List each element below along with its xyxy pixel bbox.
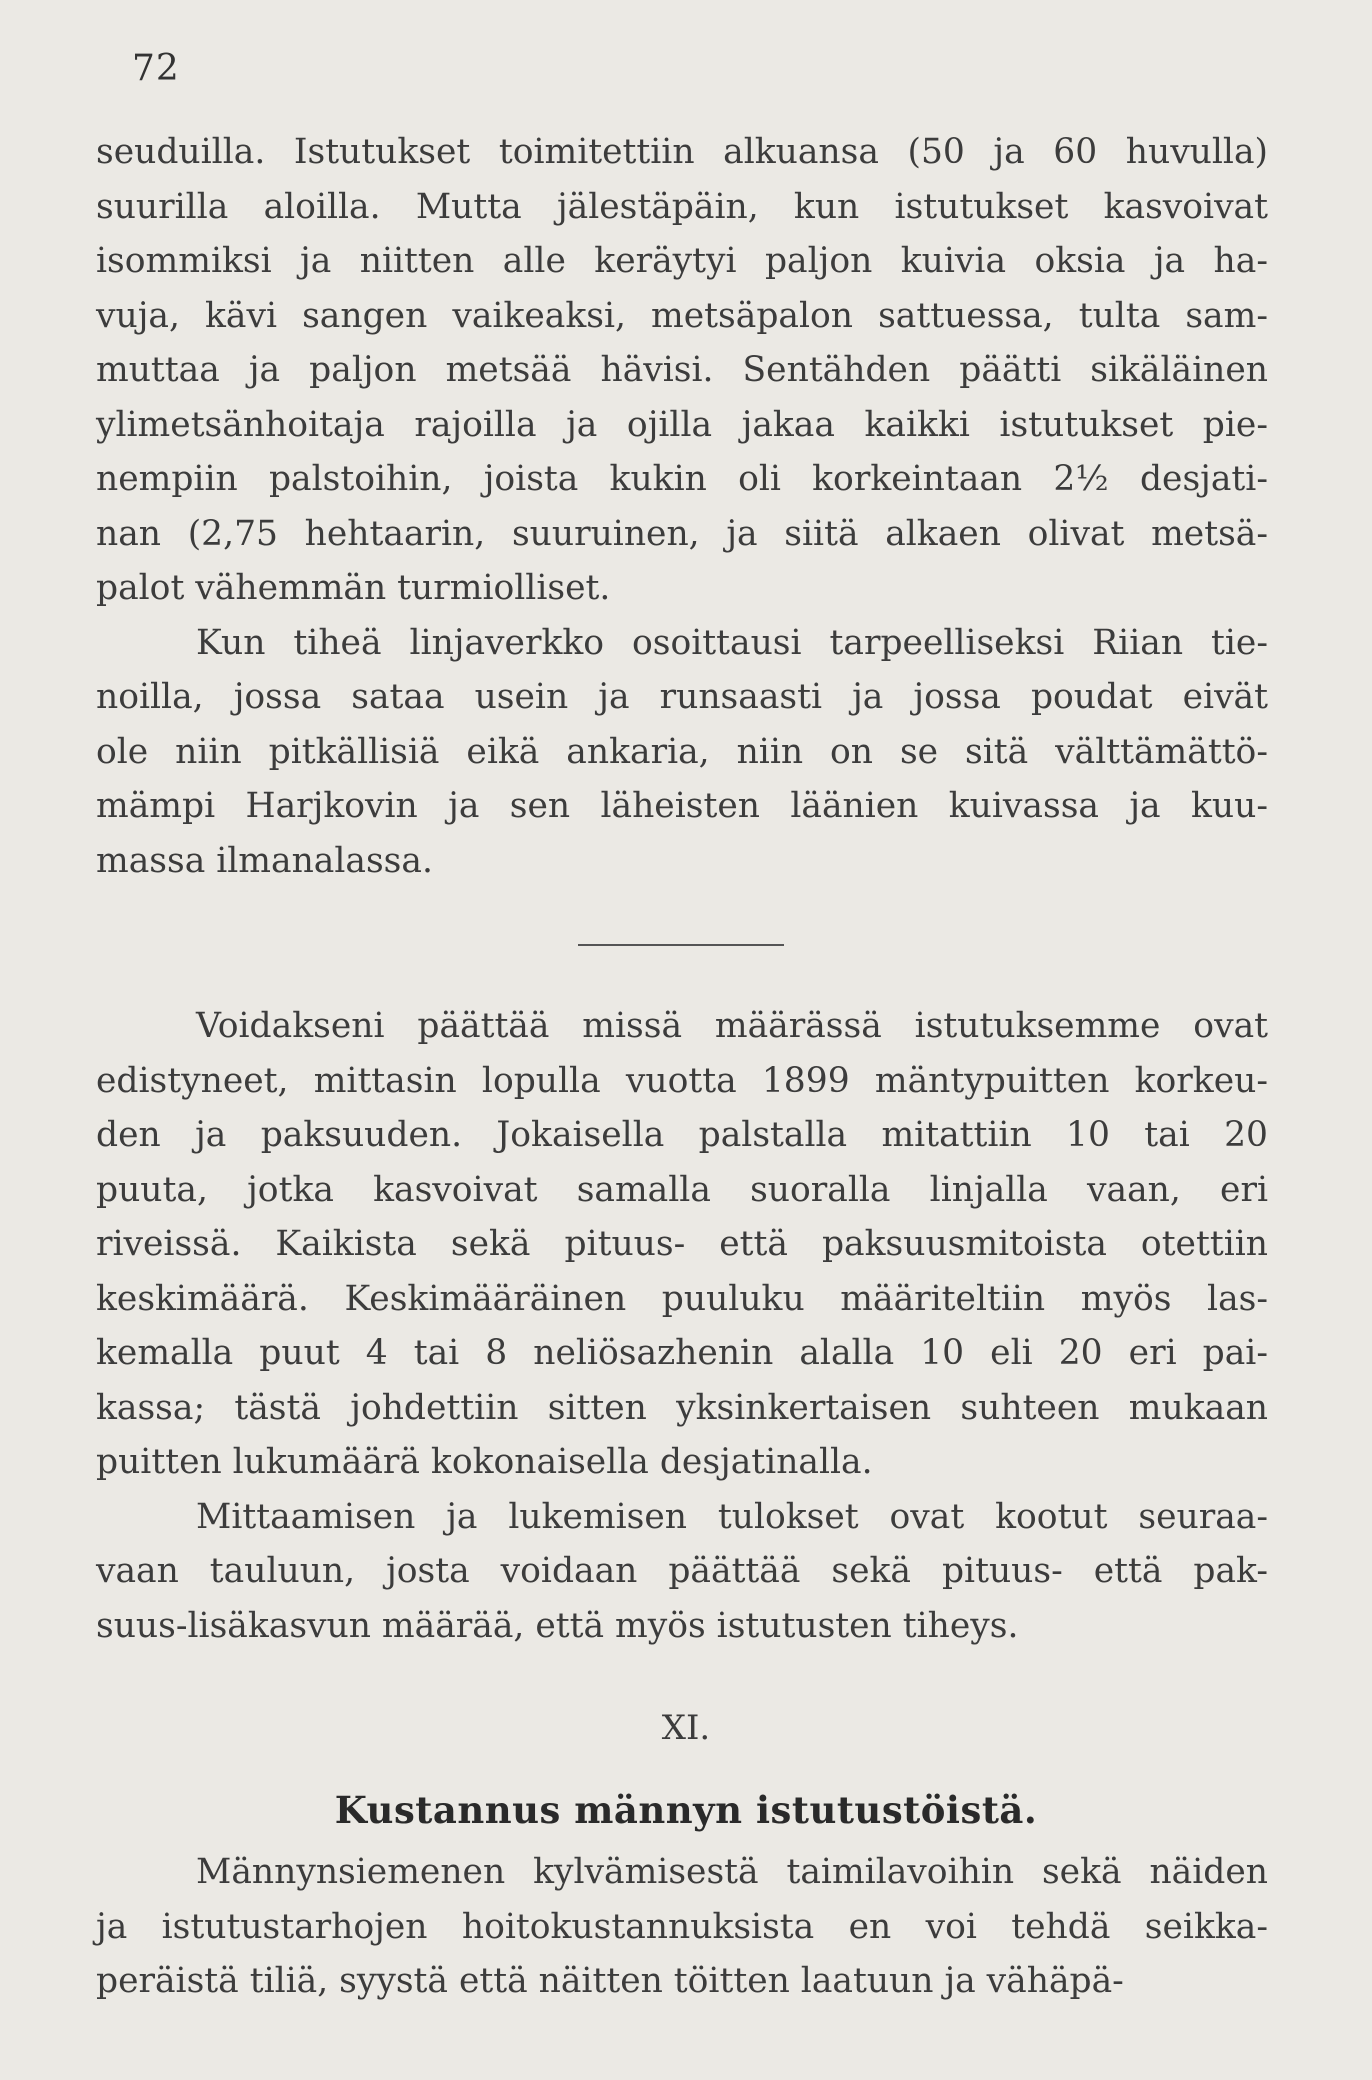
text-line: Mittaamisen ja lukemisen tulokset ovat kootut seuraa-: [196, 1496, 1268, 1537]
text-line: vuja, kävi sangen vaikeaksi, metsäpalon sattuessa, tulta sam-: [96, 295, 1268, 336]
text-line: kemalla puut 4 tai 8 neliösazhenin alalla 10 eli 20 eri pai-: [96, 1333, 1268, 1373]
text-line: keskimäärä. Keskimääräinen puuluku määriteltiin myös las-: [96, 1278, 1268, 1319]
text-line: palot vähemmän turmiolliset.: [96, 568, 611, 608]
text-line: isommiksi ja niitten alle keräytyi paljon kuivia oksia ja ha-: [96, 241, 1268, 281]
text-line: vaan tauluun, josta voidaan päättää sekä pituus- että pak-: [96, 1551, 1268, 1591]
text-line: mämpi Harjkovin ja sen läheisten läänien kuivassa ja kuu-: [96, 786, 1268, 826]
text-line: massa ilmanalassa.: [96, 840, 433, 881]
text-line: Männynsiemenen kylvämisestä taimilavoihin sekä näiden: [196, 1852, 1268, 1892]
text-line: edistyneet, mittasin lopulla vuotta 1899 mäntypuitten korkeu-: [96, 1060, 1268, 1101]
text-line: noilla, jossa sataa usein ja runsaasti ja jossa poudat eivät: [96, 677, 1268, 717]
text-line: ja istutustarhojen hoitokustannuksista en voi tehdä seikka-: [96, 1906, 1268, 1947]
text-line: puuta, jotka kasvoivat samalla suoralla linjalla vaan, eri: [96, 1169, 1268, 1210]
text-line: den ja paksuuden. Jokaisella palstalla mitattiin 10 tai 20: [96, 1115, 1268, 1155]
text-line: seuduilla. Istutukset toimitettiin alkuansa (50 ja 60 huvulla): [96, 132, 1268, 172]
text-line: riveissä. Kaikista sekä pituus- että paksuusmitoista otettiin: [96, 1224, 1268, 1264]
text-line: ylimetsänhoitaja rajoilla ja ojilla jakaa kaikki istutukset pie-: [96, 404, 1268, 445]
page-number: 72: [132, 48, 180, 89]
text-line: kassa; tästä johdettiin sitten yksinkertaisen suhteen mukaan: [96, 1387, 1268, 1428]
text-line: puitten lukumäärä kokonaisella desjatinalla.: [96, 1442, 873, 1482]
text-line: muttaa ja paljon metsää hävisi. Sentähden päätti sikäläinen: [96, 350, 1268, 390]
text-line: nempiin palstoihin, joista kukin oli korkeintaan 2½ desjati-: [96, 459, 1268, 499]
text-line: peräistä tiliä, syystä että näitten töitten laatuun ja vähäpä-: [96, 1961, 1124, 2001]
text-line: Voidakseni päättää missä määrässä istutuksemme ovat: [196, 1006, 1268, 1046]
section-number: XI.: [661, 1708, 711, 1748]
section-separator: [578, 944, 784, 946]
section-title: Kustannus männyn istutustöistä.: [334, 1788, 1038, 1832]
text-line: suus-lisäkasvun määrää, että myös istutusten tiheys.: [96, 1605, 1019, 1646]
text-line: nan (2,75 hehtaarin, suuruinen, ja siitä alkaen olivat metsä-: [96, 513, 1268, 554]
text-line: Kun tiheä linjaverkko osoittausi tarpeelliseksi Riian tie-: [196, 622, 1268, 663]
text-line: suurilla aloilla. Mutta jälestäpäin, kun istutukset kasvoivat: [96, 186, 1268, 227]
text-line: ole niin pitkällisiä eikä ankaria, niin on se sitä välttämättö-: [96, 731, 1268, 772]
